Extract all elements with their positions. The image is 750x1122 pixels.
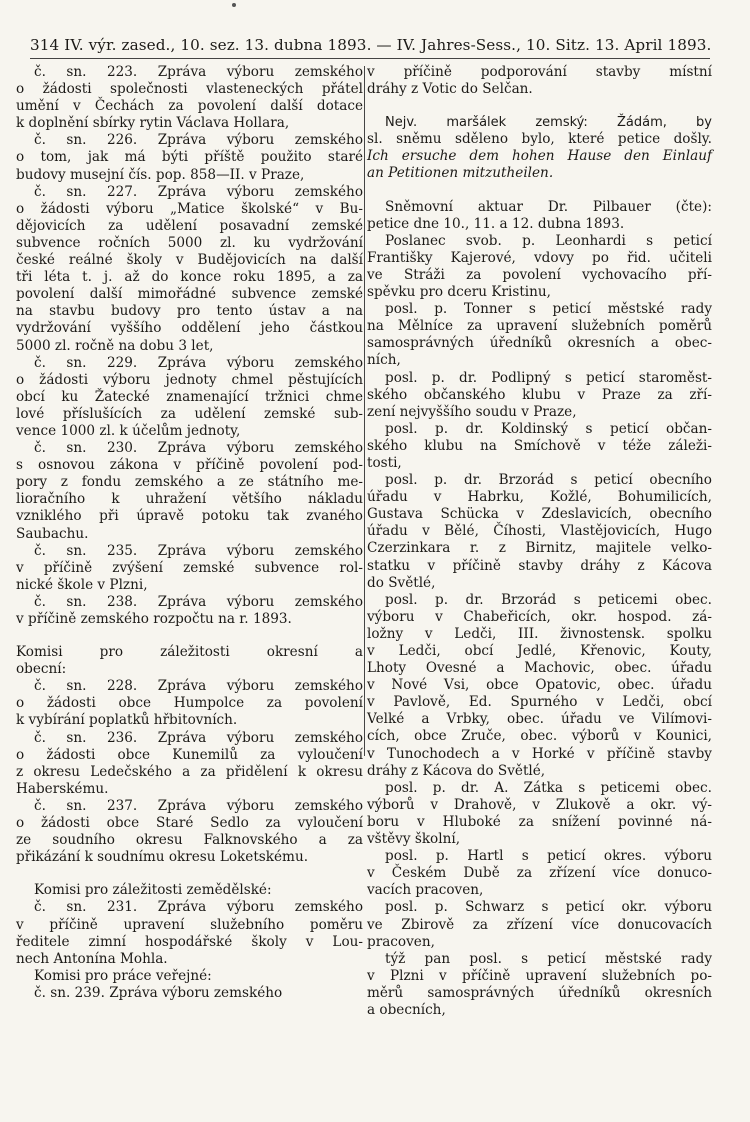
right-text-line: tosti, <box>367 454 402 471</box>
left-text-line: umění v Čechách za povolení další dotace <box>16 98 363 115</box>
right-text-line: zení nejvyššího soudu v Praze, <box>367 403 577 420</box>
left-text-line: o žádosti obce Humpolce za povolení <box>16 695 363 712</box>
page-speck <box>232 3 236 7</box>
left-paragraph <box>16 64 363 132</box>
right-text-line: posl. p. Schwarz s peticí okr. výboru <box>385 899 712 916</box>
right-column <box>367 64 712 1019</box>
right-text-line: spěvku pro dceru Kristinu, <box>367 284 551 301</box>
right-paragraph <box>367 899 712 950</box>
left-text-line: obcí ku Žatecké znamenající tržnici chme <box>16 388 363 405</box>
left-paragraph <box>16 594 363 628</box>
right-text-line: Františky Kajerové, vdovy po řid. učiteli <box>367 249 712 266</box>
right-text-line: dráhy z Votic do Selčan. <box>367 81 533 98</box>
left-paragraph <box>16 678 363 729</box>
left-text-line: Komisi pro záležitosti okresní a <box>16 644 363 661</box>
right-paragraph <box>367 592 712 780</box>
left-text-line: lioračního k uhražení většího nákladu <box>16 491 363 508</box>
left-paragraph <box>16 968 363 985</box>
right-text-line: Ich ersuche dem hohen Hause den Einlauf <box>367 148 712 165</box>
left-text-line: povolení další mimořádné subvence zemské <box>16 286 363 303</box>
left-text-line: č. sn. 231. Zpráva výboru zemského <box>34 899 363 916</box>
right-text-line: Sněmovní aktuar Dr. Pilbauer (čte): <box>385 198 712 215</box>
right-paragraph <box>367 951 712 1019</box>
right-text-line: posl. p. Hartl s peticí okres. výboru <box>385 848 712 865</box>
left-paragraph <box>16 985 363 1002</box>
right-text-line: v příčině podporování stavby místní <box>367 64 712 80</box>
left-text-line: Komisi pro záležitosti zemědělské: <box>34 882 272 899</box>
paragraph-gap <box>367 98 712 114</box>
right-text-line: pracoven, <box>367 933 435 950</box>
left-text-line: v příčině zemského rozpočtu na r. 1893. <box>16 611 292 627</box>
left-text-line: o žádosti výboru jednoty chmel pěstujících <box>16 371 363 388</box>
left-text-line: č. sn. 229. Zpráva výboru zemského <box>34 354 363 371</box>
left-text-line: č. sn. 223. Zpráva výboru zemského <box>34 64 363 80</box>
left-column <box>16 64 363 1002</box>
left-text-line: Komisi pro práce veřejné: <box>34 967 212 984</box>
right-text-line: posl. p. dr. Brzorád s peticí obecního <box>385 472 712 489</box>
right-text-line: výboru v Chabeřicích, okr. hospod. zá- <box>367 608 712 625</box>
right-text-line: v Ledči, obcí Jedlé, Křenovic, Kouty, <box>367 643 712 659</box>
left-text-line: nické škole v Plzni, <box>16 576 148 593</box>
right-text-line: posl. p. Tonner s peticí městské rady <box>385 301 712 318</box>
left-text-line: č. sn. 237. Zpráva výboru zemského <box>34 797 363 814</box>
left-text-line: o žádosti obce Kunemilů za vyloučení <box>16 746 363 763</box>
left-text-line: ředitele zimní hospodářské školy v Lou- <box>16 933 363 950</box>
right-text-line: Czerzinkara r. z Birnitz, majitele velko- <box>367 540 712 557</box>
paragraph-gap <box>16 866 363 882</box>
paragraph-gap <box>16 628 363 644</box>
left-paragraph <box>16 798 363 866</box>
right-text-line: ních, <box>367 352 401 369</box>
right-text-line: ve Zbirově za zřízení více donucovacích <box>367 916 712 933</box>
right-text-line: ve Stráži za povolení vychovacího pří- <box>367 266 712 283</box>
left-text-line: nech Antonína Mohla. <box>16 950 168 967</box>
right-text-line: Gustava Schücka v Zdeslavicích, obecního <box>367 506 712 523</box>
right-text-line: Poslanec svob. p. Leonhardi s peticí <box>385 232 712 249</box>
right-paragraph <box>367 64 712 98</box>
left-text-line: k doplnění sbírky rytin Václava Hollara, <box>16 115 290 132</box>
left-text-line: 5000 zl. ročně na dobu 3 let, <box>16 337 214 354</box>
right-text-line: ského občanského klubu v Praze za zří- <box>367 386 712 403</box>
right-text-line: Velké a Vrbky, obec. úřadu ve Vilímovi- <box>367 711 712 728</box>
right-paragraph <box>367 780 712 848</box>
right-text-line: a obecních, <box>367 1001 446 1018</box>
left-text-line: č. sn. 227. Zpráva výboru zemského <box>34 183 363 200</box>
left-text-line: lové příslušících za udělení zemské sub- <box>16 405 363 422</box>
right-paragraph <box>367 472 712 592</box>
right-text-line: an Petitionen mitzutheilen. <box>367 165 554 182</box>
right-paragraph <box>367 114 712 182</box>
left-text-line: č. sn. 235. Zpráva výboru zemského <box>34 542 363 559</box>
left-text-line: o tom, jak má býti příště použito staré <box>16 149 363 166</box>
right-paragraph <box>367 199 712 233</box>
right-text-line: v Plzni v příčině upravení služebních po- <box>367 967 712 984</box>
left-text-line: z okresu Ledečského a za přidělení k okresu <box>16 763 363 780</box>
right-text-line: cích, obce Zruče, obec. výborů v Kounici, <box>367 728 712 745</box>
right-text-line: posl. p. dr. A. Zátka s peticemi obec. <box>385 779 712 796</box>
left-text-line: v příčině zvýšení zemské subvence rol- <box>16 559 363 576</box>
right-paragraph <box>367 301 712 369</box>
left-paragraph <box>16 899 363 967</box>
left-text-line: č. sn. 238. Zpráva výboru zemského <box>34 593 363 610</box>
left-text-line: dějovicích za udělení posavadní zemské <box>16 217 363 234</box>
right-text-line: týž pan posl. s peticí městské rady <box>385 950 712 967</box>
right-text-line: vštěvy školní, <box>367 831 461 848</box>
right-text-line: měrů samosprávných úředníků okresních <box>367 984 712 1001</box>
right-text-line: úřadu v Bělé, Číhosti, Vlastějovicích, Hugo <box>367 523 712 540</box>
left-text-line: č. sn. 239. Zpráva výboru zemského <box>34 984 283 1001</box>
right-paragraph <box>367 848 712 899</box>
left-text-line: o žádosti výboru „Matice školské“ v Bu- <box>16 200 363 217</box>
left-text-line: vydržování vyššího oddělení jeho částkou <box>16 320 363 337</box>
left-text-line: k vybírání poplatků hřbitovních. <box>16 712 238 729</box>
left-paragraph <box>16 440 363 543</box>
right-text-line: sl. sněmu sděleno bylo, které petice došly. <box>367 131 712 148</box>
right-text-line: dráhy z Kácova do Světlé, <box>367 762 546 779</box>
left-text-line: s osnovou zákona v příčině povolení pod- <box>16 457 363 474</box>
left-text-line: o žádosti obce Staré Sedlo za vyloučení <box>16 815 363 832</box>
right-text-line: ského klubu na Smíchově v téže záleži- <box>367 437 712 454</box>
left-paragraph <box>16 543 363 594</box>
left-text-line: přikázání k soudnímu okresu Loketskému. <box>16 849 309 866</box>
left-text-line: subvence ročních 5000 zl. ku vydržování <box>16 234 363 251</box>
right-text-line: na Mělníce za upravení služebních poměrů <box>367 318 712 335</box>
left-text-line: Saubachu. <box>16 525 89 542</box>
left-text-line: č. sn. 230. Zpráva výboru zemského <box>34 440 363 457</box>
left-text-line: budovy musejní čís. pop. 858—II. v Praze, <box>16 166 305 183</box>
right-text-line: petice dne 10., 11. a 12. dubna 1893. <box>367 215 625 232</box>
right-paragraph <box>367 370 712 421</box>
right-text-line: Nejv. maršálek zemský: Žádám, by <box>385 115 712 131</box>
right-text-line: posl. p. dr. Podlipný s peticí staroměst- <box>385 369 712 386</box>
right-text-line: posl. p. dr. Brzorád s peticemi obec. <box>385 591 712 608</box>
right-text-line: výborů v Drahově, v Zlukově a okr. vý- <box>367 796 712 813</box>
left-text-line: v příčině upravení služebního poměru <box>16 916 363 933</box>
right-text-line: v Tunochodech a v Horké v příčině stavby <box>367 745 712 762</box>
left-text-line: vzniklého při úpravě potoku tak zvaného <box>16 508 363 525</box>
right-text-line: statku v příčině stavby dráhy z Kácova <box>367 557 712 574</box>
right-text-line: do Světlé, <box>367 574 436 591</box>
right-text-line: posl. p. dr. Koldinský s peticí občan- <box>385 420 712 437</box>
right-text-line: v Nové Vsi, obce Opatovic, obec. úřadu <box>367 677 712 694</box>
right-text-line: boru v Hluboké za snížení povinné ná- <box>367 813 712 830</box>
right-paragraph <box>367 233 712 301</box>
column-divider <box>364 66 365 756</box>
left-text-line: č. sn. 226. Zpráva výboru zemského <box>34 132 363 149</box>
left-text-line: Haberskému. <box>16 780 109 797</box>
left-text-line: na stavbu budovy pro tento ústav a na <box>16 303 363 320</box>
left-text-line: vence 1000 zl. k účelům jednoty, <box>16 422 241 439</box>
left-paragraph <box>16 644 363 678</box>
left-paragraph <box>16 730 363 798</box>
left-text-line: tři léta t. j. až do konce roku 1895, a za <box>16 269 363 286</box>
left-text-line: o žádosti společnosti vlasteneckých přátel <box>16 81 363 98</box>
right-text-line: Lhoty Ovesné a Machovic, obec. úřadu <box>367 660 712 677</box>
left-text-line: české reálné školy v Budějovicích na další <box>16 252 363 269</box>
left-text-line: č. sn. 228. Zpráva výboru zemského <box>34 678 363 695</box>
left-text-line: pory z fondu zemského a ze státního me- <box>16 474 363 491</box>
left-text-line: ze soudního okresu Falknovského a za <box>16 832 363 849</box>
left-paragraph <box>16 184 363 355</box>
right-text-line: samosprávných úředníků okresních a obec- <box>367 335 712 352</box>
running-header: 314 IV. výr. zased., 10. sez. 13. dubna 1893. — IV. Jahres-Sess., 10. Sitz. 13. April 1893. <box>30 36 712 54</box>
left-text-line: č. sn. 236. Zpráva výboru zemského <box>34 729 363 746</box>
header-rule <box>30 58 710 59</box>
right-text-line: v Pavlově, Ed. Spurného v Ledči, obcí <box>367 694 712 711</box>
left-text-line: obecní: <box>16 661 67 678</box>
paragraph-gap <box>367 183 712 199</box>
left-paragraph <box>16 355 363 440</box>
right-text-line: ložny v Ledči, III. živnostensk. spolku <box>367 625 712 642</box>
right-text-line: v Českém Dubě za zřízení více donuco- <box>367 865 712 882</box>
right-paragraph <box>367 421 712 472</box>
left-paragraph <box>16 132 363 183</box>
left-paragraph <box>16 882 363 899</box>
right-text-line: vacích pracoven, <box>367 882 484 899</box>
right-text-line: úřadu v Habrku, Kožlé, Bohumilicích, <box>367 489 712 506</box>
